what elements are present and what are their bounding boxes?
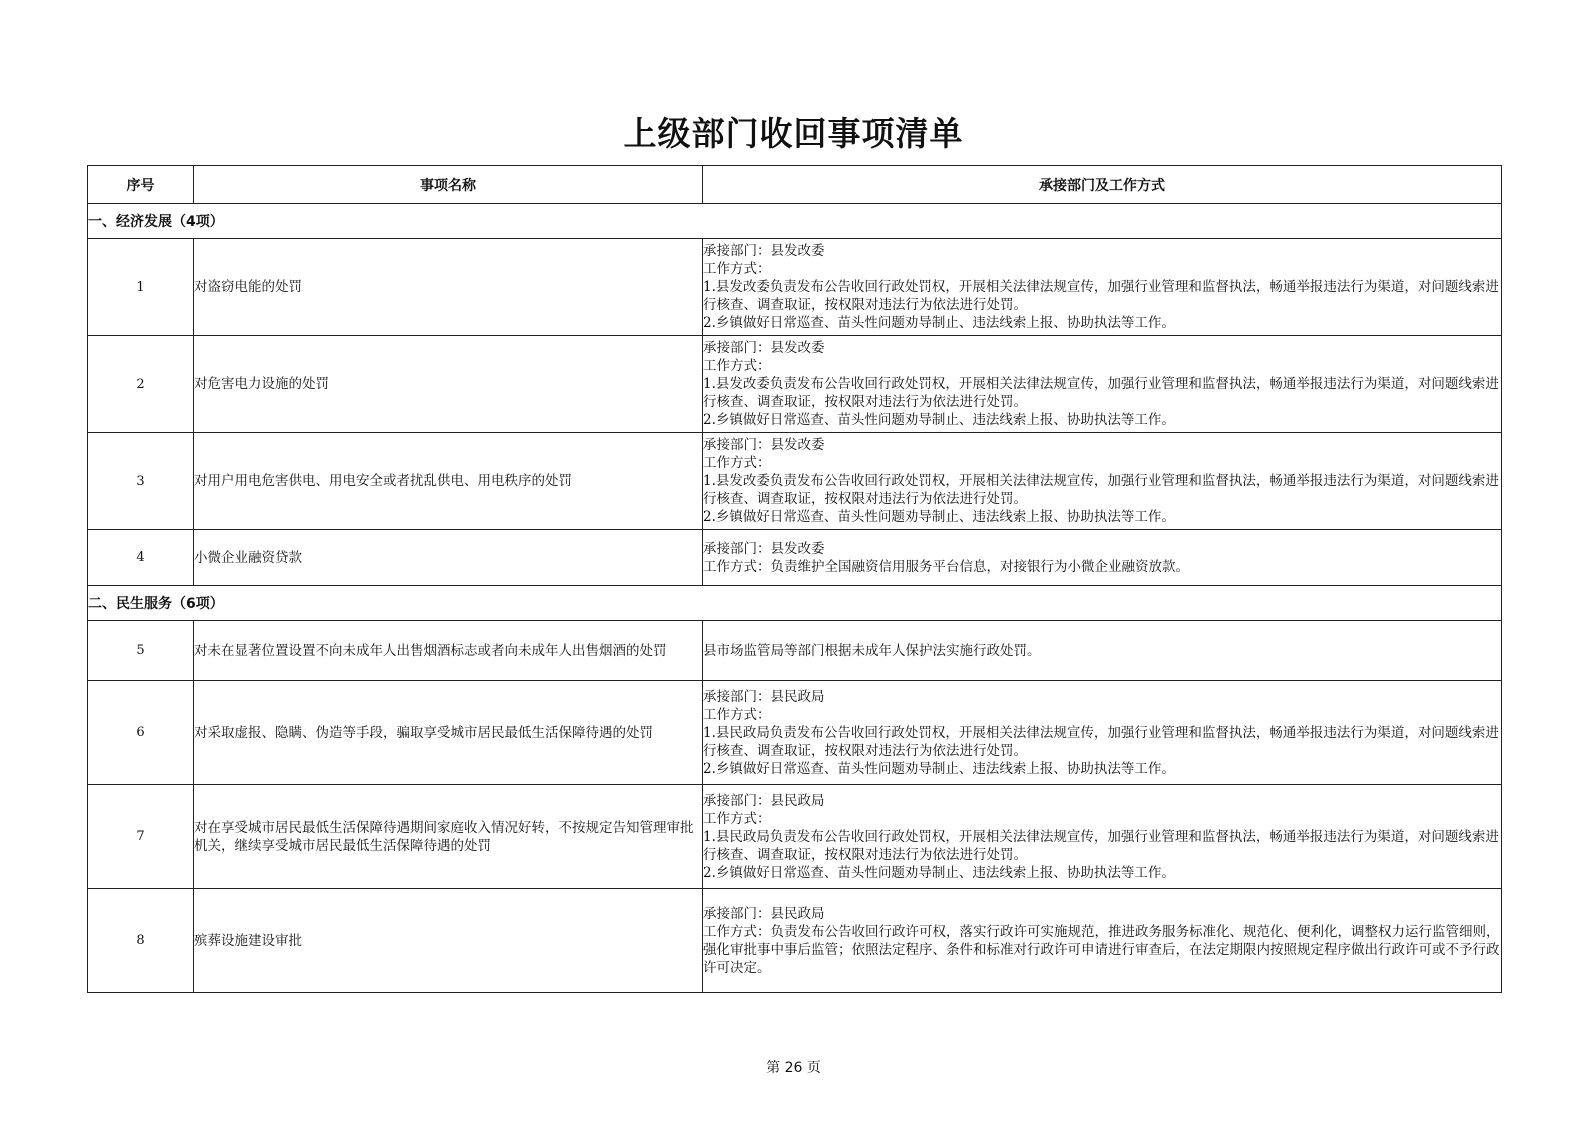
table-header-row bbox=[88, 166, 1502, 204]
table-row bbox=[88, 433, 1502, 530]
row-seq: 4 bbox=[88, 530, 194, 586]
header-name: 事项名称 bbox=[194, 166, 703, 204]
row-dept bbox=[703, 239, 1502, 336]
dept-line: 工作方式：负责发布公告收回行政许可权，落实行政许可实施规范，推进政务服务标准化、规范化、便利化，调整权力运行监管细则，强化审批事中事后监管；依照法定程序、条件和标准对行政许可申请进行审查后，在法定期限内按照规定程序做出行政许可或不予行政许可决定。 bbox=[703, 923, 1500, 976]
table-row bbox=[88, 239, 1502, 336]
row-seq: 7 bbox=[88, 785, 194, 889]
dept-line: 承接部门：县发改委 bbox=[703, 340, 825, 356]
dept-line: 1.县民政局负责发布公告收回行政处罚权，开展相关法律法规宣传，加强行业管理和监督执法，畅通举报违法行为渠道，对问题线索进行核查、调查取证，按权限对违法行为依法进行处罚。 bbox=[703, 828, 1499, 863]
table-row bbox=[88, 336, 1502, 433]
row-name: 对采取虚报、隐瞒、伪造等手段，骗取享受城市居民最低生活保障待遇的处罚 bbox=[194, 681, 703, 785]
row-name: 对在享受城市居民最低生活保障待遇期间家庭收入情况好转，不按规定告知管理审批机关，继续享受城市居民最低生活保障待遇的处罚 bbox=[194, 785, 703, 889]
header-dept: 承接部门及工作方式 bbox=[703, 166, 1502, 204]
row-dept bbox=[703, 785, 1502, 889]
dept-line: 工作方式： bbox=[703, 706, 771, 723]
row-name: 小微企业融资贷款 bbox=[194, 530, 703, 586]
row-seq: 5 bbox=[88, 621, 194, 681]
row-dept bbox=[703, 433, 1502, 530]
table-row bbox=[88, 530, 1502, 586]
table-row bbox=[88, 889, 1502, 993]
row-dept bbox=[703, 621, 1502, 681]
dept-line: 2.乡镇做好日常巡查、苗头性问题劝导制止、违法线索上报、协助执法等工作。 bbox=[703, 760, 1175, 777]
dept-line: 工作方式：负责维护全国融资信用服务平台信息，对接银行为小微企业融资放款。 bbox=[703, 558, 1189, 575]
row-name: 殡葬设施建设审批 bbox=[194, 889, 703, 993]
section-label: 一、经济发展（4项） bbox=[88, 204, 1502, 239]
page-title: 上级部门收回事项清单 bbox=[623, 114, 964, 153]
row-name: 对用户用电危害供电、用电安全或者扰乱供电、用电秩序的处罚 bbox=[194, 433, 703, 530]
dept-line: 承接部门：县民政局 bbox=[703, 688, 825, 705]
page-number: 第 26 页 bbox=[766, 1060, 821, 1076]
row-dept bbox=[703, 530, 1502, 586]
table-row bbox=[88, 621, 1502, 681]
table-row bbox=[88, 785, 1502, 889]
section-row bbox=[88, 586, 1502, 621]
dept-line: 承接部门：县民政局 bbox=[703, 905, 825, 922]
section-row bbox=[88, 204, 1502, 239]
section-label: 二、民生服务（6项） bbox=[88, 586, 1502, 621]
dept-line: 工作方式： bbox=[703, 358, 771, 374]
header-seq: 序号 bbox=[88, 166, 194, 204]
dept-line: 承接部门：县发改委 bbox=[703, 540, 825, 557]
dept-line: 2.乡镇做好日常巡查、苗头性问题劝导制止、违法线索上报、协助执法等工作。 bbox=[703, 315, 1175, 331]
dept-line: 工作方式： bbox=[703, 261, 771, 277]
row-seq: 8 bbox=[88, 889, 194, 993]
row-dept bbox=[703, 681, 1502, 785]
table-row bbox=[88, 681, 1502, 785]
dept-line: 承接部门：县发改委 bbox=[703, 437, 825, 453]
dept-line: 2.乡镇做好日常巡查、苗头性问题劝导制止、违法线索上报、协助执法等工作。 bbox=[703, 864, 1175, 881]
row-seq: 6 bbox=[88, 681, 194, 785]
dept-line: 1.县民政局负责发布公告收回行政处罚权，开展相关法律法规宣传，加强行业管理和监督执法，畅通举报违法行为渠道，对问题线索进行核查、调查取证，按权限对违法行为依法进行处罚。 bbox=[703, 724, 1499, 759]
row-seq: 3 bbox=[88, 433, 194, 530]
dept-line: 县市场监管局等部门根据未成年人保护法实施行政处罚。 bbox=[703, 642, 1041, 659]
dept-line: 工作方式： bbox=[703, 810, 771, 827]
row-name: 对盗窃电能的处罚 bbox=[194, 239, 703, 336]
row-seq: 2 bbox=[88, 336, 194, 433]
dept-line: 1.县发改委负责发布公告收回行政处罚权，开展相关法律法规宣传，加强行业管理和监督执法，畅通举报违法行为渠道，对问题线索进行核查、调查取证，按权限对违法行为依法进行处罚。 bbox=[703, 376, 1499, 410]
dept-line: 承接部门：县民政局 bbox=[703, 792, 825, 809]
row-dept bbox=[703, 889, 1502, 993]
dept-line: 1.县发改委负责发布公告收回行政处罚权，开展相关法律法规宣传，加强行业管理和监督执法，畅通举报违法行为渠道，对问题线索进行核查、调查取证，按权限对违法行为依法进行处罚。 bbox=[703, 473, 1499, 507]
dept-line: 承接部门：县发改委 bbox=[703, 243, 825, 259]
row-name: 对未在显著位置设置不向未成年人出售烟酒标志或者向未成年人出售烟酒的处罚 bbox=[194, 621, 703, 681]
items-table bbox=[87, 165, 1502, 993]
dept-line: 2.乡镇做好日常巡查、苗头性问题劝导制止、违法线索上报、协助执法等工作。 bbox=[703, 509, 1175, 525]
dept-line: 工作方式： bbox=[703, 455, 771, 471]
row-name: 对危害电力设施的处罚 bbox=[194, 336, 703, 433]
row-seq: 1 bbox=[88, 239, 194, 336]
dept-line: 1.县发改委负责发布公告收回行政处罚权，开展相关法律法规宣传，加强行业管理和监督执法，畅通举报违法行为渠道，对问题线索进行核查、调查取证，按权限对违法行为依法进行处罚。 bbox=[703, 279, 1499, 313]
dept-line: 2.乡镇做好日常巡查、苗头性问题劝导制止、违法线索上报、协助执法等工作。 bbox=[703, 412, 1175, 428]
row-dept bbox=[703, 336, 1502, 433]
